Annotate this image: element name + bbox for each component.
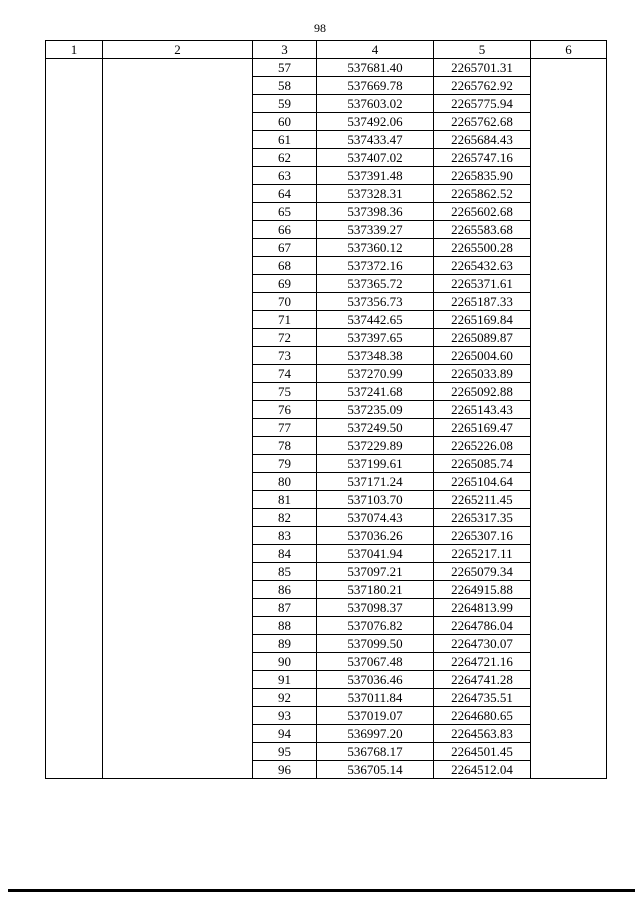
cell-col-2 [103, 185, 253, 203]
point-number-cell: 58 [253, 77, 317, 95]
x-coordinate-cell: 537229.89 [317, 437, 434, 455]
cell-col-2 [103, 743, 253, 761]
cell-col-2 [103, 437, 253, 455]
cell-col-2 [103, 491, 253, 509]
cell-col-6 [531, 275, 607, 293]
y-coordinate-cell: 2265500.28 [434, 239, 531, 257]
table-row [46, 455, 607, 473]
x-coordinate-cell: 537067.48 [317, 653, 434, 671]
cell-col-1 [46, 239, 103, 257]
table-row [46, 347, 607, 365]
cell-col-2 [103, 311, 253, 329]
cell-col-2 [103, 95, 253, 113]
cell-col-2 [103, 77, 253, 95]
y-coordinate-cell: 2265432.63 [434, 257, 531, 275]
table-row [46, 257, 607, 275]
cell-col-1 [46, 689, 103, 707]
cell-col-6 [531, 167, 607, 185]
x-coordinate-cell: 537391.48 [317, 167, 434, 185]
point-number-cell: 81 [253, 491, 317, 509]
cell-col-2 [103, 329, 253, 347]
cell-col-1 [46, 599, 103, 617]
cell-col-6 [531, 329, 607, 347]
x-coordinate-cell: 536705.14 [317, 761, 434, 779]
cell-col-6 [531, 311, 607, 329]
point-number-cell: 70 [253, 293, 317, 311]
cell-col-2 [103, 455, 253, 473]
point-number-cell: 96 [253, 761, 317, 779]
cell-col-6 [531, 617, 607, 635]
table-row [46, 401, 607, 419]
cell-col-6 [531, 653, 607, 671]
x-coordinate-cell: 537011.84 [317, 689, 434, 707]
cell-col-2 [103, 653, 253, 671]
table-row [46, 743, 607, 761]
y-coordinate-cell: 2265169.47 [434, 419, 531, 437]
header-col-4: 4 [317, 41, 434, 59]
y-coordinate-cell: 2265747.16 [434, 149, 531, 167]
cell-col-2 [103, 509, 253, 527]
point-number-cell: 66 [253, 221, 317, 239]
cell-col-6 [531, 185, 607, 203]
cell-col-1 [46, 131, 103, 149]
y-coordinate-cell: 2264512.04 [434, 761, 531, 779]
y-coordinate-cell: 2265217.11 [434, 545, 531, 563]
point-number-cell: 87 [253, 599, 317, 617]
y-coordinate-cell: 2264915.88 [434, 581, 531, 599]
point-number-cell: 64 [253, 185, 317, 203]
y-coordinate-cell: 2265762.92 [434, 77, 531, 95]
x-coordinate-cell: 537171.24 [317, 473, 434, 491]
cell-col-2 [103, 419, 253, 437]
table-row [46, 509, 607, 527]
x-coordinate-cell: 536768.17 [317, 743, 434, 761]
point-number-cell: 73 [253, 347, 317, 365]
cell-col-1 [46, 437, 103, 455]
table-row [46, 203, 607, 221]
cell-col-2 [103, 401, 253, 419]
cell-col-2 [103, 707, 253, 725]
x-coordinate-cell: 537339.27 [317, 221, 434, 239]
cell-col-1 [46, 383, 103, 401]
y-coordinate-cell: 2265862.52 [434, 185, 531, 203]
point-number-cell: 95 [253, 743, 317, 761]
point-number-cell: 90 [253, 653, 317, 671]
table-body [46, 59, 607, 779]
point-number-cell: 91 [253, 671, 317, 689]
table-row [46, 329, 607, 347]
x-coordinate-cell: 537199.61 [317, 455, 434, 473]
table-row [46, 635, 607, 653]
cell-col-2 [103, 761, 253, 779]
cell-col-6 [531, 401, 607, 419]
cell-col-6 [531, 347, 607, 365]
table-row [46, 761, 607, 779]
point-number-cell: 65 [253, 203, 317, 221]
table-row [46, 167, 607, 185]
cell-col-2 [103, 689, 253, 707]
header-col-6: 6 [531, 41, 607, 59]
cell-col-1 [46, 725, 103, 743]
table-row [46, 599, 607, 617]
cell-col-1 [46, 257, 103, 275]
cell-col-6 [531, 707, 607, 725]
x-coordinate-cell: 537407.02 [317, 149, 434, 167]
x-coordinate-cell: 537098.37 [317, 599, 434, 617]
cell-col-6 [531, 491, 607, 509]
table-row [46, 725, 607, 743]
point-number-cell: 74 [253, 365, 317, 383]
table-row [46, 653, 607, 671]
y-coordinate-cell: 2265033.89 [434, 365, 531, 383]
point-number-cell: 80 [253, 473, 317, 491]
x-coordinate-cell: 537356.73 [317, 293, 434, 311]
coordinates-table [45, 40, 607, 779]
cell-col-6 [531, 239, 607, 257]
point-number-cell: 63 [253, 167, 317, 185]
cell-col-6 [531, 671, 607, 689]
cell-col-2 [103, 293, 253, 311]
cell-col-6 [531, 725, 607, 743]
y-coordinate-cell: 2265307.16 [434, 527, 531, 545]
cell-col-6 [531, 383, 607, 401]
table-row [46, 185, 607, 203]
point-number-cell: 78 [253, 437, 317, 455]
y-coordinate-cell: 2265684.43 [434, 131, 531, 149]
cell-col-1 [46, 347, 103, 365]
x-coordinate-cell: 537681.40 [317, 59, 434, 77]
table-row [46, 581, 607, 599]
cell-col-1 [46, 707, 103, 725]
y-coordinate-cell: 2265762.68 [434, 113, 531, 131]
y-coordinate-cell: 2264563.83 [434, 725, 531, 743]
x-coordinate-cell: 537348.38 [317, 347, 434, 365]
point-number-cell: 67 [253, 239, 317, 257]
cell-col-1 [46, 77, 103, 95]
cell-col-2 [103, 203, 253, 221]
cell-col-1 [46, 95, 103, 113]
cell-col-6 [531, 257, 607, 275]
cell-col-6 [531, 761, 607, 779]
point-number-cell: 83 [253, 527, 317, 545]
x-coordinate-cell: 537397.65 [317, 329, 434, 347]
cell-col-1 [46, 149, 103, 167]
table-row [46, 563, 607, 581]
cell-col-6 [531, 113, 607, 131]
table-row [46, 293, 607, 311]
table-row [46, 437, 607, 455]
cell-col-2 [103, 527, 253, 545]
cell-col-1 [46, 653, 103, 671]
y-coordinate-cell: 2265089.87 [434, 329, 531, 347]
table-row [46, 473, 607, 491]
table-row [46, 275, 607, 293]
cell-col-1 [46, 59, 103, 77]
x-coordinate-cell: 537365.72 [317, 275, 434, 293]
y-coordinate-cell: 2265187.33 [434, 293, 531, 311]
table-row [46, 59, 607, 77]
table-row [46, 671, 607, 689]
cell-col-2 [103, 635, 253, 653]
table-row [46, 149, 607, 167]
y-coordinate-cell: 2265169.84 [434, 311, 531, 329]
cell-col-2 [103, 671, 253, 689]
cell-col-1 [46, 761, 103, 779]
table-row [46, 311, 607, 329]
table-row [46, 707, 607, 725]
cell-col-6 [531, 59, 607, 77]
y-coordinate-cell: 2265602.68 [434, 203, 531, 221]
y-coordinate-cell: 2265079.34 [434, 563, 531, 581]
header-col-5: 5 [434, 41, 531, 59]
x-coordinate-cell: 537099.50 [317, 635, 434, 653]
cell-col-2 [103, 617, 253, 635]
y-coordinate-cell: 2264730.07 [434, 635, 531, 653]
x-coordinate-cell: 537270.99 [317, 365, 434, 383]
cell-col-1 [46, 617, 103, 635]
cell-col-6 [531, 455, 607, 473]
y-coordinate-cell: 2265143.43 [434, 401, 531, 419]
y-coordinate-cell: 2265371.61 [434, 275, 531, 293]
y-coordinate-cell: 2264786.04 [434, 617, 531, 635]
x-coordinate-cell: 537103.70 [317, 491, 434, 509]
header-col-1: 1 [46, 41, 103, 59]
y-coordinate-cell: 2265317.35 [434, 509, 531, 527]
cell-col-2 [103, 221, 253, 239]
cell-col-6 [531, 581, 607, 599]
cell-col-6 [531, 149, 607, 167]
x-coordinate-cell: 537433.47 [317, 131, 434, 149]
point-number-cell: 84 [253, 545, 317, 563]
cell-col-1 [46, 545, 103, 563]
point-number-cell: 93 [253, 707, 317, 725]
cell-col-1 [46, 509, 103, 527]
cell-col-2 [103, 113, 253, 131]
cell-col-6 [531, 203, 607, 221]
x-coordinate-cell: 537241.68 [317, 383, 434, 401]
cell-col-1 [46, 221, 103, 239]
table-row [46, 617, 607, 635]
y-coordinate-cell: 2264813.99 [434, 599, 531, 617]
cell-col-1 [46, 743, 103, 761]
x-coordinate-cell: 537097.21 [317, 563, 434, 581]
y-coordinate-cell: 2265835.90 [434, 167, 531, 185]
cell-col-6 [531, 419, 607, 437]
table-row [46, 131, 607, 149]
cell-col-6 [531, 437, 607, 455]
x-coordinate-cell: 537074.43 [317, 509, 434, 527]
cell-col-1 [46, 563, 103, 581]
page-number: 98 [314, 21, 326, 35]
y-coordinate-cell: 2265775.94 [434, 95, 531, 113]
cell-col-1 [46, 203, 103, 221]
cell-col-1 [46, 113, 103, 131]
cell-col-2 [103, 545, 253, 563]
x-coordinate-cell: 537669.78 [317, 77, 434, 95]
y-coordinate-cell: 2265701.31 [434, 59, 531, 77]
table-row [46, 365, 607, 383]
point-number-cell: 79 [253, 455, 317, 473]
y-coordinate-cell: 2265583.68 [434, 221, 531, 239]
point-number-cell: 94 [253, 725, 317, 743]
cell-col-6 [531, 545, 607, 563]
cell-col-1 [46, 311, 103, 329]
x-coordinate-cell: 537603.02 [317, 95, 434, 113]
cell-col-1 [46, 275, 103, 293]
table-row [46, 221, 607, 239]
y-coordinate-cell: 2265004.60 [434, 347, 531, 365]
x-coordinate-cell: 536997.20 [317, 725, 434, 743]
cell-col-1 [46, 473, 103, 491]
point-number-cell: 59 [253, 95, 317, 113]
point-number-cell: 86 [253, 581, 317, 599]
cell-col-6 [531, 365, 607, 383]
y-coordinate-cell: 2265211.45 [434, 491, 531, 509]
cell-col-6 [531, 635, 607, 653]
cell-col-6 [531, 221, 607, 239]
cell-col-1 [46, 365, 103, 383]
cell-col-2 [103, 599, 253, 617]
cell-col-6 [531, 599, 607, 617]
point-number-cell: 57 [253, 59, 317, 77]
cell-col-6 [531, 743, 607, 761]
cell-col-2 [103, 59, 253, 77]
cell-col-1 [46, 185, 103, 203]
cell-col-1 [46, 581, 103, 599]
cell-col-2 [103, 275, 253, 293]
table-row [46, 113, 607, 131]
cell-col-2 [103, 581, 253, 599]
cell-col-2 [103, 239, 253, 257]
cell-col-2 [103, 167, 253, 185]
point-number-cell: 72 [253, 329, 317, 347]
point-number-cell: 61 [253, 131, 317, 149]
x-coordinate-cell: 537041.94 [317, 545, 434, 563]
x-coordinate-cell: 537019.07 [317, 707, 434, 725]
y-coordinate-cell: 2265226.08 [434, 437, 531, 455]
cell-col-2 [103, 473, 253, 491]
table-row [46, 419, 607, 437]
cell-col-1 [46, 419, 103, 437]
table-row [46, 527, 607, 545]
cell-col-2 [103, 383, 253, 401]
x-coordinate-cell: 537360.12 [317, 239, 434, 257]
x-coordinate-cell: 537036.46 [317, 671, 434, 689]
header-col-3: 3 [253, 41, 317, 59]
point-number-cell: 77 [253, 419, 317, 437]
point-number-cell: 76 [253, 401, 317, 419]
cell-col-6 [531, 77, 607, 95]
y-coordinate-cell: 2265085.74 [434, 455, 531, 473]
point-number-cell: 82 [253, 509, 317, 527]
point-number-cell: 75 [253, 383, 317, 401]
cell-col-1 [46, 635, 103, 653]
cell-col-2 [103, 563, 253, 581]
header-row [46, 41, 607, 59]
cell-col-1 [46, 167, 103, 185]
point-number-cell: 88 [253, 617, 317, 635]
cell-col-1 [46, 491, 103, 509]
cell-col-6 [531, 689, 607, 707]
table-row [46, 239, 607, 257]
cell-col-6 [531, 293, 607, 311]
cell-col-6 [531, 509, 607, 527]
x-coordinate-cell: 537076.82 [317, 617, 434, 635]
cell-col-2 [103, 257, 253, 275]
y-coordinate-cell: 2264680.65 [434, 707, 531, 725]
x-coordinate-cell: 537180.21 [317, 581, 434, 599]
cell-col-1 [46, 527, 103, 545]
cell-col-1 [46, 455, 103, 473]
cell-col-6 [531, 131, 607, 149]
table-row [46, 77, 607, 95]
cell-col-2 [103, 131, 253, 149]
cell-col-1 [46, 671, 103, 689]
y-coordinate-cell: 2264741.28 [434, 671, 531, 689]
point-number-cell: 62 [253, 149, 317, 167]
y-coordinate-cell: 2265092.88 [434, 383, 531, 401]
x-coordinate-cell: 537235.09 [317, 401, 434, 419]
point-number-cell: 89 [253, 635, 317, 653]
cell-col-2 [103, 725, 253, 743]
cell-col-6 [531, 563, 607, 581]
footer-rule [8, 889, 635, 892]
cell-col-6 [531, 473, 607, 491]
cell-col-2 [103, 149, 253, 167]
cell-col-2 [103, 365, 253, 383]
y-coordinate-cell: 2264735.51 [434, 689, 531, 707]
cell-col-2 [103, 347, 253, 365]
x-coordinate-cell: 537492.06 [317, 113, 434, 131]
y-coordinate-cell: 2265104.64 [434, 473, 531, 491]
x-coordinate-cell: 537372.16 [317, 257, 434, 275]
header-col-2: 2 [103, 41, 253, 59]
point-number-cell: 71 [253, 311, 317, 329]
cell-col-1 [46, 401, 103, 419]
point-number-cell: 92 [253, 689, 317, 707]
point-number-cell: 85 [253, 563, 317, 581]
table-row [46, 689, 607, 707]
x-coordinate-cell: 537398.36 [317, 203, 434, 221]
cell-col-1 [46, 329, 103, 347]
point-number-cell: 68 [253, 257, 317, 275]
cell-col-1 [46, 293, 103, 311]
y-coordinate-cell: 2264721.16 [434, 653, 531, 671]
y-coordinate-cell: 2264501.45 [434, 743, 531, 761]
cell-col-6 [531, 95, 607, 113]
table-row [46, 545, 607, 563]
x-coordinate-cell: 537328.31 [317, 185, 434, 203]
point-number-cell: 60 [253, 113, 317, 131]
table-row [46, 95, 607, 113]
x-coordinate-cell: 537036.26 [317, 527, 434, 545]
table-row [46, 383, 607, 401]
x-coordinate-cell: 537249.50 [317, 419, 434, 437]
point-number-cell: 69 [253, 275, 317, 293]
x-coordinate-cell: 537442.65 [317, 311, 434, 329]
cell-col-6 [531, 527, 607, 545]
table-row [46, 491, 607, 509]
